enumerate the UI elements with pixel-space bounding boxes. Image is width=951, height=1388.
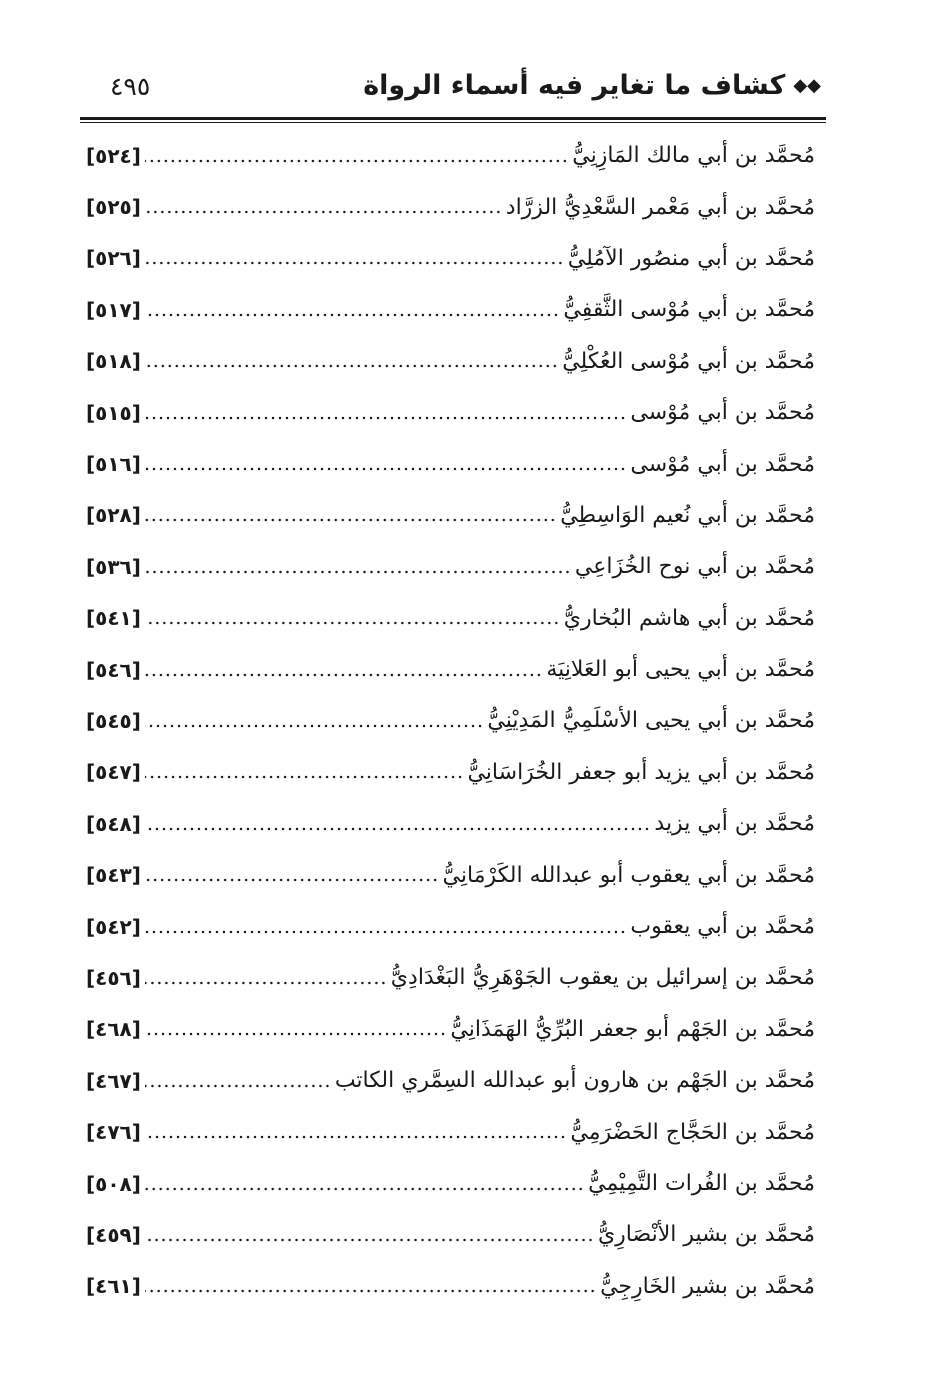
entry-name: مُحمَّد بن أبي مُوْسى الثَّقفِيُّ <box>563 297 815 323</box>
entry-name: مُحمَّد بن أبي يحيى الأسْلَمِيُّ المَدِيْنِيُّ <box>487 708 815 734</box>
entry-name: مُحمَّد بن أبي نوح الخُزَاعِي <box>574 554 815 580</box>
entry-name: مُحمَّد بن أبي منصُور الآمُلِيُّ <box>567 245 815 271</box>
entry-reference-number: [٥١٦] <box>86 452 141 477</box>
entry-name: مُحمَّد بن إسرائيل بن يعقوب الجَوْهَرِيُّ البَغْدَادِيُّ <box>390 965 815 991</box>
entry-reference-number: [٤٦١] <box>86 1274 141 1299</box>
index-entry <box>80 1261 815 1312</box>
index-entry <box>80 490 815 541</box>
dot-leader <box>145 467 627 471</box>
index-entry <box>80 901 815 952</box>
dot-leader <box>145 1084 331 1088</box>
entry-reference-number: [٥١٧] <box>86 297 141 322</box>
running-title: كشاف ما تغاير فيه أسماء الرواة <box>363 70 786 101</box>
entry-reference-number: [٥٤٣] <box>86 863 141 888</box>
page-number: ٤٩٥ <box>110 72 151 101</box>
dot-leader <box>145 1135 567 1139</box>
entry-reference-number: [٥٢٨] <box>86 503 141 528</box>
index-entry <box>80 130 815 181</box>
dot-leader <box>145 775 464 779</box>
entry-reference-number: [٤٦٨] <box>86 1017 141 1042</box>
index-entry <box>80 438 815 489</box>
entry-reference-number: [٤٥٩] <box>86 1222 141 1247</box>
entry-name: مُحمَّد بن أبي يزيد أبو جعفر الخُرَاسَانِيُّ <box>467 759 815 785</box>
dot-leader <box>145 621 560 625</box>
entry-name: مُحمَّد بن أبي مالك المَازِنِيُّ <box>572 143 815 169</box>
entry-reference-number: [٥٤٨] <box>86 811 141 836</box>
dot-leader <box>145 724 484 728</box>
index-entry <box>80 1209 815 1260</box>
index-entry <box>80 695 815 746</box>
entry-reference-number: [٥٢٤] <box>86 143 141 168</box>
entry-name: مُحمَّد بن أبي مُوْسى العُكْلِيُّ <box>562 348 815 374</box>
index-entry <box>80 336 815 387</box>
diamond-ornament-icon: ◆◆ <box>793 75 821 96</box>
dot-leader <box>145 364 558 368</box>
entry-name: مُحمَّد بن بشير الأنْصَارِيُّ <box>597 1222 815 1248</box>
index-entry <box>80 952 815 1003</box>
entry-name: مُحمَّد بن بشير الخَارِجِيُّ <box>600 1273 815 1299</box>
index-entry <box>80 849 815 900</box>
index-entry <box>80 1106 815 1157</box>
entry-reference-number: [٥٤١] <box>86 606 141 631</box>
entry-name: مُحمَّد بن الفُرات التَّمِيْمِيُّ <box>588 1171 815 1196</box>
dot-leader <box>145 827 650 831</box>
index-entry <box>80 798 815 849</box>
dot-leader <box>145 313 559 317</box>
index-entry <box>80 541 815 592</box>
entry-name: مُحمَّد بن أبي نُعيم الوَاسِطِيُّ <box>560 502 815 528</box>
index-entries-list <box>80 130 815 1312</box>
index-entry <box>80 747 815 798</box>
index-entry <box>80 233 815 284</box>
entry-reference-number: [٤٦٧] <box>86 1068 141 1093</box>
entry-name: مُحمَّد بن الحَجَّاج الحَضْرَمِيُّ <box>570 1119 815 1145</box>
entry-name: مُحمَّد بن الجَهْم أبو جعفر البُرِّيُّ الهَمَذَانِيُّ <box>450 1016 815 1042</box>
dot-leader <box>145 1032 447 1036</box>
entry-reference-number: [٥١٨] <box>86 349 141 374</box>
entry-reference-number: [٥١٥] <box>86 400 141 425</box>
entry-reference-number: [٥٤٥] <box>86 708 141 733</box>
entry-reference-number: [٥٢٥] <box>86 195 141 220</box>
index-entry <box>80 1158 815 1209</box>
entry-name: مُحمَّد بن أبي مَعْمر السَّعْدِيُّ الزرَّاد <box>505 194 815 220</box>
header-title-block <box>363 70 821 101</box>
entry-name: مُحمَّد بن أبي مُوْسى <box>630 451 815 477</box>
dot-leader <box>145 159 568 163</box>
dot-leader <box>145 878 439 882</box>
entry-name: مُحمَّد بن أبي يحيى أبو العَلانِيَة <box>546 657 815 683</box>
index-entry <box>80 387 815 438</box>
header-rule-thin <box>80 122 826 123</box>
entry-reference-number: [٤٧٦] <box>86 1120 141 1145</box>
dot-leader <box>145 981 387 985</box>
dot-leader <box>145 570 571 574</box>
dot-leader <box>145 261 564 265</box>
entry-name: مُحمَّد بن أبي مُوْسى <box>630 400 815 426</box>
dot-leader <box>145 1238 594 1242</box>
entry-reference-number: [٥٣٦] <box>86 554 141 579</box>
header-rule-thick <box>80 117 826 120</box>
dot-leader <box>145 416 627 420</box>
entry-name: مُحمَّد بن أبي يعقوب أبو عبدالله الكَرْمَانِيُّ <box>442 862 815 888</box>
dot-leader <box>145 210 502 214</box>
entry-reference-number: [٤٥٦] <box>86 965 141 990</box>
entry-name: مُحمَّد بن أبي يزيد <box>654 811 815 837</box>
entry-reference-number: [٥٠٨] <box>86 1171 141 1196</box>
entry-reference-number: [٥٤٦] <box>86 657 141 682</box>
index-entry <box>80 1055 815 1106</box>
entry-reference-number: [٥٢٦] <box>86 246 141 271</box>
dot-leader <box>145 930 626 934</box>
entry-name: مُحمَّد بن أبي يعقوب <box>630 914 815 940</box>
dot-leader <box>145 518 556 522</box>
dot-leader <box>145 1187 584 1191</box>
index-entry <box>80 181 815 232</box>
running-header <box>110 60 821 110</box>
index-entry <box>80 644 815 695</box>
dot-leader <box>145 1289 596 1293</box>
entry-name: مُحمَّد بن أبي هاشم البُخاريُّ <box>563 605 815 631</box>
entry-name: مُحمَّد بن الجَهْم بن هارون أبو عبدالله السِمَّري الكاتب <box>334 1068 815 1094</box>
index-entry <box>80 284 815 335</box>
index-entry <box>80 593 815 644</box>
entry-reference-number: [٥٤٧] <box>86 760 141 785</box>
dot-leader <box>145 673 542 677</box>
entry-reference-number: [٥٤٢] <box>86 914 141 939</box>
index-entry <box>80 1004 815 1055</box>
